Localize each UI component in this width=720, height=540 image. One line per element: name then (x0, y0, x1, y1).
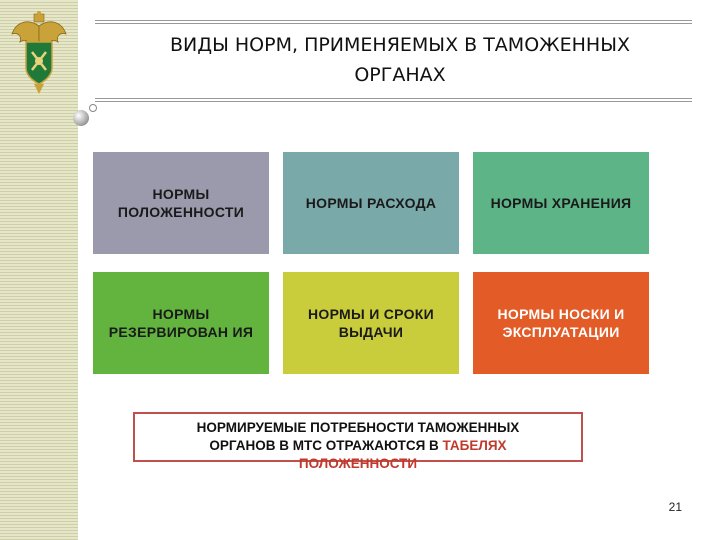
note-line-1: НОРМИРУЕМЫЕ ПОТРЕБНОСТИ ТАМОЖЕННЫХ (196, 420, 520, 435)
note-highlight-2: ПОЛОЖЕННОСТИ (298, 456, 418, 471)
title-top-rule (95, 20, 692, 21)
card-label: НОРМЫ ПОЛОЖЕННОСТИ (117, 186, 245, 220)
card-label: НОРМЫ РАСХОДА (305, 195, 437, 211)
card-norm-reserve (93, 272, 269, 374)
bullet-circle-icon (73, 110, 89, 126)
card-norm-entitlement (93, 152, 269, 254)
card-norm-consumption (283, 152, 459, 254)
card-label: НОРМЫ РЕЗЕРВИРОВАН ИЯ (108, 306, 254, 340)
note-box (133, 412, 583, 471)
title-bottom-rule (95, 98, 692, 99)
small-bullet-icon (89, 104, 97, 112)
card-label: НОРМЫ ХРАНЕНИЯ (490, 195, 632, 211)
card-norm-issue-terms (283, 272, 459, 374)
note-line-2-text: ОРГАНОВ В МТС ОТРАЖАЮТСЯ В (209, 438, 443, 453)
note-line-2 (135, 437, 581, 455)
customs-emblem-icon (8, 8, 70, 100)
card-label: НОРМЫ НОСКИ И ЭКСПЛУАТАЦИИ (497, 306, 625, 340)
title-top-rule-2 (95, 23, 692, 24)
page-number: 21 (668, 500, 682, 514)
card-norm-wear-operation (473, 272, 649, 374)
note-highlight-1: ТАБЕЛЯХ (442, 438, 507, 453)
card-norm-storage (473, 152, 649, 254)
slide-title-line-1: ВИДЫ НОРМ, ПРИМЕНЯЕМЫХ В ТАМОЖЕННЫХ (170, 34, 630, 56)
slide-title-line-2: ОРГАНАХ (354, 64, 446, 86)
card-label: НОРМЫ И СРОКИ ВЫДАЧИ (307, 306, 435, 340)
title-bottom-rule-2 (95, 101, 692, 102)
slide-title (100, 30, 700, 90)
